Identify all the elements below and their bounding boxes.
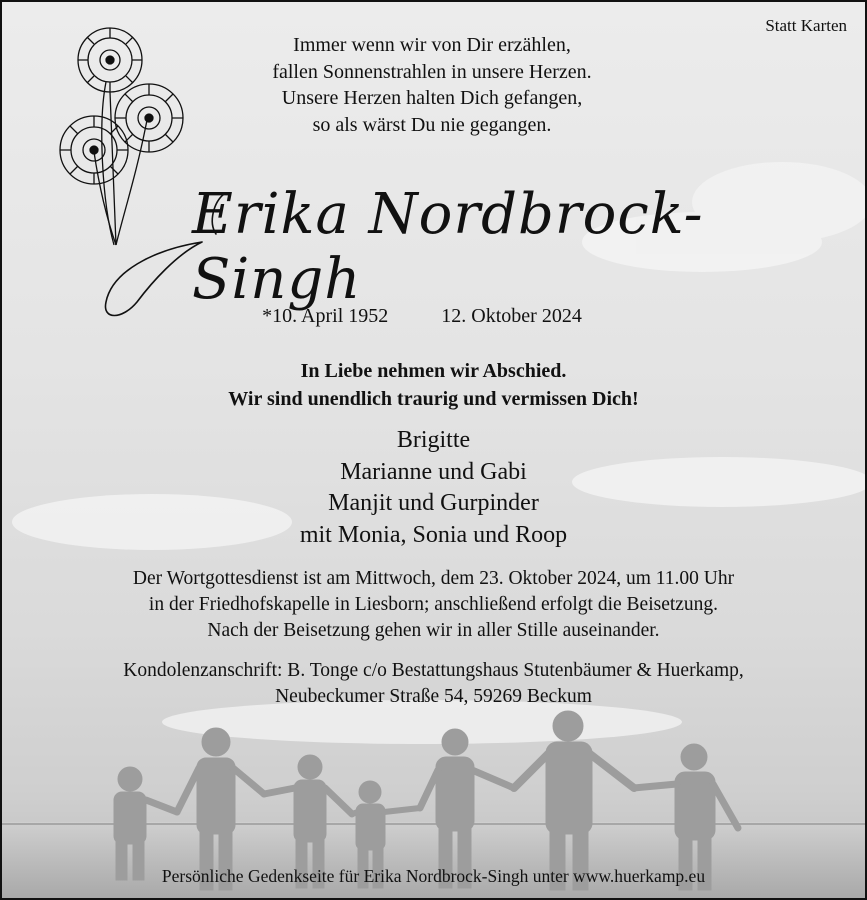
- poem-line: Unsere Herzen halten Dich gefangen,: [281, 87, 583, 109]
- birth-date: *10. April 1952: [262, 305, 389, 327]
- farewell-text: [2, 357, 865, 413]
- poem-line: Immer wenn wir von Dir erzählen,: [293, 34, 571, 56]
- mourner: mit Monia, Sonia und Roop: [299, 521, 568, 548]
- life-dates: [122, 305, 722, 328]
- mourner: Brigitte: [396, 427, 471, 453]
- farewell-line: In Liebe nehmen wir Abschied.: [300, 360, 567, 382]
- mourner: Marianne und Gabi: [340, 458, 527, 485]
- statt-karten-label: Statt Karten: [765, 16, 847, 35]
- mourners-list: [2, 425, 865, 551]
- mourner: Manjit und Gurpinder: [328, 490, 539, 516]
- after-burial-note: Nach der Beisetzung gehen wir in aller Stille auseinander.: [207, 620, 660, 641]
- service-line: Der Wortgottesdienst ist am Mittwoch, dem 23. Oktober 2024, um 11.00 Uhr: [132, 568, 735, 589]
- memorial-page-link[interactable]: Persönliche Gedenkseite für Erika Nordbrock-Singh unter www.huerkamp.eu: [161, 866, 706, 886]
- poem-line: fallen Sonnenstrahlen in unsere Herzen.: [272, 60, 592, 83]
- service-line: in der Friedhofskapelle in Liesborn; anschließend erfolgt die Beisetzung.: [148, 594, 719, 615]
- death-date: 12. Oktober 2024: [441, 305, 582, 327]
- condolence-line: Neubeckumer Straße 54, 59269 Beckum: [275, 686, 592, 707]
- farewell-line: Wir sind unendlich traurig und vermissen Dich!: [228, 388, 639, 410]
- deceased-name: Erika Nordbrock-Singh: [192, 182, 704, 312]
- service-info: [2, 566, 865, 618]
- poem-line: so als wärst Du nie gegangen.: [312, 113, 552, 136]
- condolence-address: [2, 658, 865, 710]
- poem: [132, 32, 732, 138]
- condolence-line: Kondolenzanschrift: B. Tonge c/o Bestattungshaus Stutenbäumer & Huerkamp,: [123, 660, 744, 681]
